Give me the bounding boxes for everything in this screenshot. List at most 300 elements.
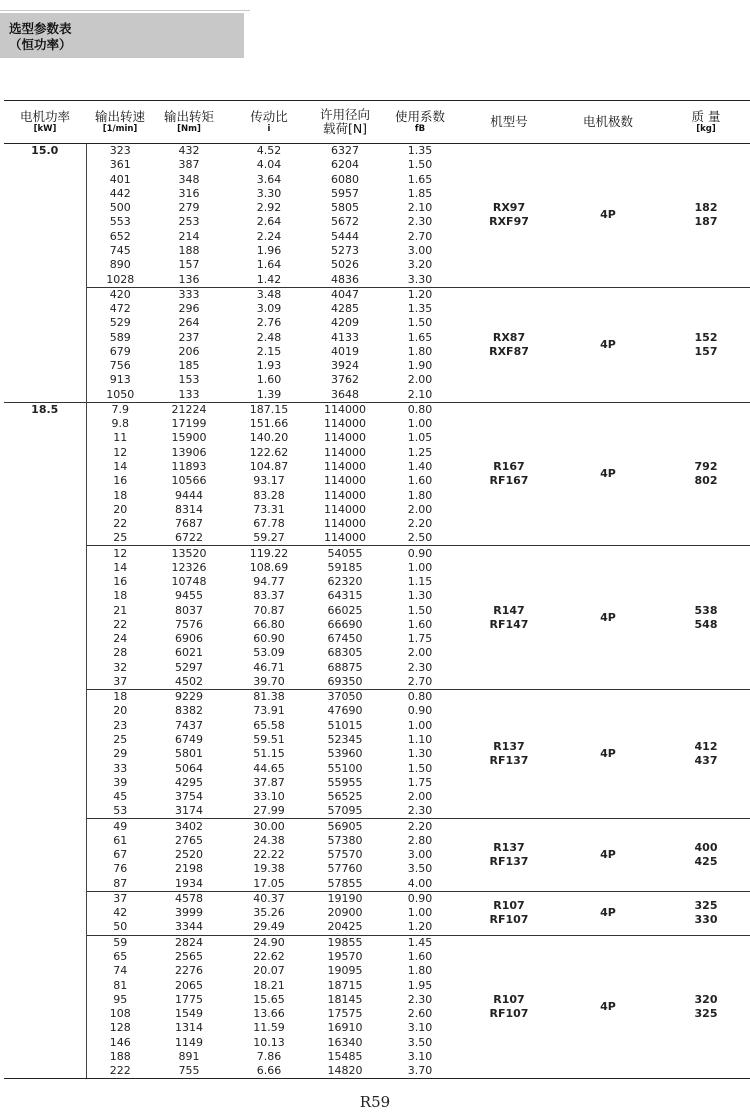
speed-cell: 33 [113, 761, 128, 775]
radial-load-cell: 14820 [314, 1064, 376, 1079]
ratio-cell: 1.64 [256, 258, 282, 272]
speed-cell: 11 [113, 431, 128, 445]
radial-load-cell: 4047 [314, 287, 376, 302]
ratio-cell: 35.26 [253, 906, 285, 920]
radial-load-cell: 4133 [331, 330, 359, 344]
speed-cell: 1028 [106, 272, 135, 286]
speed-cell: 12 [113, 445, 128, 459]
service-factor-cell: 2.00 [407, 790, 433, 804]
speed-cell: 108 [109, 1007, 131, 1021]
service-factor-cell: 1.80 [407, 964, 433, 978]
torque-cell: 3344 [175, 920, 203, 934]
model-number: RX87 [492, 330, 526, 344]
speed-cell: 401 [109, 172, 131, 186]
ratio-cell: 44.65 [253, 761, 285, 775]
service-factor-cell: 2.60 [407, 1007, 433, 1021]
service-factor-cell: 3.10 [407, 1049, 433, 1063]
ratio-cell: 67.78 [253, 517, 285, 531]
radial-load-cell: 57570 [327, 848, 363, 862]
table-body [4, 144, 750, 1079]
torque-cell: 185 [178, 359, 200, 373]
radial-load-cell: 4285 [331, 302, 359, 316]
speed-cell: 442 [109, 186, 131, 200]
speed-cell: 146 [109, 1035, 131, 1049]
torque-cell: 333 [154, 287, 224, 302]
speed-cell: 323 [86, 144, 154, 159]
radial-load-cell: 57095 [327, 804, 363, 818]
mass-value: 325 [694, 899, 718, 913]
torque-cell: 755 [154, 1064, 224, 1079]
mass-value: 157 [694, 344, 718, 358]
mass-value: 802 [694, 474, 718, 488]
service-factor-cell: 2.00 [407, 373, 433, 387]
model-number: R147 [493, 603, 525, 617]
col-header-power: 电机功率 [kW] [4, 101, 86, 144]
radial-load-cell: 56525 [327, 790, 363, 804]
ratio-cell: 73.91 [253, 704, 285, 718]
torque-cell: 6722 [175, 531, 203, 545]
speed-cell: 12 [86, 546, 154, 561]
torque-cell: 1549 [175, 1007, 203, 1021]
radial-load-cell: 114000 [324, 431, 366, 445]
mass-value: 325 [694, 1006, 718, 1020]
torque-cell: 4578 [154, 891, 224, 906]
speed-cell: 32 [113, 660, 128, 674]
ratio-cell: 60.90 [253, 632, 285, 646]
speed-cell: 128 [109, 1021, 131, 1035]
service-factor-cell: 1.75 [407, 775, 433, 789]
service-factor-cell: 1.30 [407, 589, 433, 603]
model-cell [464, 144, 554, 288]
radial-load-cell: 16910 [327, 1021, 363, 1035]
service-factor-cell: 1.25 [407, 445, 433, 459]
service-factor-cell: 2.10 [407, 201, 433, 215]
ratio-cell: 1.42 [256, 272, 282, 286]
ratio-cell: 2.76 [256, 316, 282, 330]
torque-cell: 214 [178, 229, 200, 243]
ratio-cell: 3.09 [256, 302, 282, 316]
torque-cell: 133 [178, 387, 200, 401]
ratio-cell: 11.59 [253, 1021, 285, 1035]
torque-cell: 8382 [175, 704, 203, 718]
ratio-cell: 2.24 [256, 229, 282, 243]
service-factor-cell: 1.00 [407, 417, 433, 431]
service-factor-cell: 1.00 [407, 560, 433, 574]
mass-cell [662, 287, 750, 402]
speed-cell: 222 [86, 1064, 154, 1079]
table-row [4, 690, 750, 705]
speed-cell: 95 [113, 992, 128, 1006]
service-factor-cell: 1.50 [407, 603, 433, 617]
model-number: R137 [493, 841, 525, 855]
service-factor-cell: 2.30 [407, 660, 433, 674]
torque-cell: 21224 [154, 402, 224, 417]
poles-cell: 4P [554, 546, 662, 690]
ratio-cell: 83.28 [253, 488, 285, 502]
ratio-cell: 108.69 [249, 560, 289, 574]
torque-cell: 9455 [175, 589, 203, 603]
torque-cell: 5801 [175, 747, 203, 761]
ratio-cell: 7.86 [256, 1049, 282, 1063]
speed-cell: 14 [113, 459, 128, 473]
radial-load-cell: 19570 [327, 950, 363, 963]
speed-cell: 22 [113, 517, 128, 531]
radial-load-cell: 3648 [331, 387, 359, 401]
ratio-cell: 24.90 [224, 935, 314, 950]
speed-cell: 16 [113, 474, 128, 488]
radial-load-cell: 5444 [331, 229, 359, 243]
ratio-cell: 22.62 [253, 950, 285, 963]
speed-cell: 553 [109, 215, 131, 229]
torque-cell: 6749 [175, 733, 203, 747]
radial-load-cell: 54055 [314, 546, 376, 561]
speed-cell: 29 [113, 747, 128, 761]
radial-load-cell: 5805 [331, 201, 359, 215]
mass-cell [662, 819, 750, 891]
ratio-cell: 1.39 [256, 387, 282, 401]
radial-load-cell: 5957 [331, 186, 359, 200]
torque-cell: 6906 [175, 632, 203, 646]
radial-load-cell: 57855 [327, 876, 363, 890]
service-factor-cell: 2.10 [407, 387, 433, 401]
mass-value: 548 [694, 617, 718, 631]
mass-cell [662, 546, 750, 690]
torque-cell: 13906 [171, 445, 207, 459]
model-number: R107 [493, 992, 525, 1006]
service-factor-cell: 2.70 [407, 674, 433, 688]
mass-value: 437 [694, 754, 718, 768]
service-factor-cell: 1.85 [407, 186, 433, 200]
col-header-torque: 输出转矩 [Nm] [154, 101, 224, 144]
mass-cell [662, 144, 750, 288]
radial-load-cell: 16340 [327, 1035, 363, 1049]
torque-cell: 9444 [175, 488, 203, 502]
speed-cell: 39 [113, 775, 128, 789]
ratio-cell: 3.48 [224, 287, 314, 302]
ratio-cell: 29.49 [253, 920, 285, 934]
torque-cell: 7437 [175, 718, 203, 732]
col-header-speed: 输出转速 [1/min] [86, 101, 154, 144]
speed-cell: 28 [113, 646, 128, 660]
ratio-cell: 83.37 [253, 589, 285, 603]
torque-cell: 316 [178, 186, 200, 200]
mass-cell [662, 690, 750, 819]
service-factor-cell: 3.70 [376, 1064, 464, 1079]
mass-value: 400 [694, 841, 718, 855]
model-number: RF137 [489, 855, 529, 869]
table-row [4, 287, 750, 302]
ratio-cell: 104.87 [249, 459, 289, 473]
service-factor-cell: 3.50 [407, 862, 433, 876]
speed-cell: 529 [109, 316, 131, 330]
torque-cell: 6021 [175, 646, 203, 660]
speed-cell: 25 [113, 733, 128, 747]
poles-cell: 4P [554, 690, 662, 819]
service-factor-cell: 2.30 [407, 992, 433, 1006]
radial-load-cell: 67450 [327, 632, 363, 646]
model-cell [464, 546, 554, 690]
torque-cell: 10748 [171, 575, 207, 589]
torque-cell: 2198 [175, 862, 203, 876]
speed-cell: 53 [113, 804, 128, 818]
model-number: R167 [493, 460, 525, 474]
model-number: RF137 [489, 754, 529, 768]
model-number: RF147 [489, 617, 529, 631]
service-factor-cell: 0.90 [376, 891, 464, 906]
radial-load-cell: 47690 [327, 704, 363, 718]
torque-cell: 1149 [175, 1035, 203, 1049]
ratio-cell: 53.09 [253, 646, 285, 660]
torque-cell: 1314 [175, 1021, 203, 1035]
torque-cell: 237 [178, 330, 200, 344]
torque-cell: 11893 [171, 459, 207, 473]
torque-cell: 8037 [175, 603, 203, 617]
service-factor-cell: 1.60 [407, 950, 433, 963]
ratio-cell: 2.15 [256, 344, 282, 358]
torque-cell: 296 [178, 302, 200, 316]
ratio-cell: 140.20 [249, 431, 289, 445]
radial-load-cell: 53960 [327, 747, 363, 761]
ratio-cell: 40.37 [224, 891, 314, 906]
radial-load-cell: 37050 [314, 690, 376, 705]
speed-cell: 913 [109, 373, 131, 387]
speed-cell: 18 [113, 488, 128, 502]
speed-cell: 745 [109, 243, 131, 257]
ratio-cell: 4.52 [224, 144, 314, 159]
service-factor-cell: 2.30 [407, 804, 433, 818]
radial-load-cell: 114000 [324, 445, 366, 459]
service-factor-cell: 0.80 [376, 690, 464, 705]
speed-cell: 652 [109, 229, 131, 243]
speed-cell: 16 [113, 575, 128, 589]
service-factor-cell: 2.80 [407, 833, 433, 847]
mass-value: 425 [694, 855, 718, 869]
table-row [4, 546, 750, 561]
service-factor-cell: 0.80 [376, 402, 464, 417]
ratio-cell: 2.64 [256, 215, 282, 229]
torque-cell: 891 [178, 1049, 200, 1063]
poles-cell: 4P [554, 144, 662, 288]
service-factor-cell: 3.00 [407, 243, 433, 257]
torque-cell: 264 [178, 316, 200, 330]
torque-cell: 387 [178, 158, 200, 172]
mass-value: 330 [694, 913, 718, 927]
model-number: RF107 [489, 1006, 529, 1020]
poles-cell: 4P [554, 935, 662, 1079]
poles-cell: 4P [554, 287, 662, 402]
torque-cell: 3402 [154, 819, 224, 834]
table-row [4, 819, 750, 834]
ratio-cell: 24.38 [253, 833, 285, 847]
radial-load-cell: 4836 [331, 272, 359, 286]
speed-cell: 890 [109, 258, 131, 272]
poles-cell: 4P [554, 402, 662, 546]
mass-value: 412 [694, 740, 718, 754]
power-cell: 15.0 [4, 144, 86, 403]
radial-load-cell: 19190 [314, 891, 376, 906]
service-factor-cell: 1.90 [407, 359, 433, 373]
model-cell [464, 819, 554, 891]
service-factor-cell: 1.95 [407, 978, 433, 992]
speed-cell: 42 [113, 906, 128, 920]
ratio-cell: 3.64 [256, 172, 282, 186]
ratio-cell: 22.22 [253, 848, 285, 862]
mass-value: 187 [694, 215, 718, 229]
service-factor-cell: 3.00 [407, 848, 433, 862]
radial-load-cell: 66690 [327, 617, 363, 631]
radial-load-cell: 5273 [331, 243, 359, 257]
radial-load-cell: 114000 [314, 402, 376, 417]
radial-load-cell: 19095 [327, 964, 363, 978]
model-number: RX97 [492, 201, 526, 215]
speed-cell: 18 [113, 589, 128, 603]
ratio-cell: 46.71 [253, 660, 285, 674]
service-factor-cell: 1.65 [407, 172, 433, 186]
radial-load-cell: 6204 [331, 158, 359, 172]
service-factor-cell: 3.20 [407, 258, 433, 272]
ratio-cell: 151.66 [249, 417, 289, 431]
model-cell [464, 287, 554, 402]
torque-cell: 253 [178, 215, 200, 229]
torque-cell: 4295 [175, 775, 203, 789]
service-factor-cell: 1.05 [407, 431, 433, 445]
ratio-cell: 66.80 [253, 617, 285, 631]
page-number: R59 [359, 1093, 391, 1111]
torque-cell: 157 [178, 258, 200, 272]
service-factor-cell: 1.80 [407, 488, 433, 502]
service-factor-cell: 2.70 [407, 229, 433, 243]
header-subtitle: （恒功率） [9, 37, 72, 52]
radial-load-cell: 55955 [327, 775, 363, 789]
speed-cell: 9.8 [111, 417, 129, 431]
speed-cell: 87 [113, 876, 128, 890]
col-header-service-factor: 使用系数 fB [376, 101, 464, 144]
service-factor-cell: 2.30 [407, 215, 433, 229]
model-number: R137 [493, 740, 525, 754]
service-factor-cell: 1.50 [407, 316, 433, 330]
radial-load-cell: 66025 [327, 603, 363, 617]
radial-load-cell: 114000 [324, 459, 366, 473]
speed-cell: 500 [109, 201, 131, 215]
ratio-cell: 10.13 [253, 1035, 285, 1049]
service-factor-cell: 1.50 [407, 158, 433, 172]
service-factor-cell: 4.00 [407, 876, 433, 890]
radial-load-cell: 15485 [327, 1049, 363, 1063]
speed-cell: 65 [113, 950, 128, 963]
torque-cell: 206 [178, 344, 200, 358]
model-cell [464, 935, 554, 1079]
service-factor-cell: 2.20 [376, 819, 464, 834]
radial-load-cell: 52345 [327, 733, 363, 747]
service-factor-cell: 3.10 [407, 1021, 433, 1035]
radial-load-cell: 20900 [327, 906, 363, 920]
radial-load-cell: 6327 [314, 144, 376, 159]
ratio-cell: 33.10 [253, 790, 285, 804]
torque-cell: 2824 [154, 935, 224, 950]
service-factor-cell: 0.90 [407, 704, 433, 718]
radial-load-cell: 51015 [327, 718, 363, 732]
model-number: RF107 [489, 913, 529, 927]
mass-value: 182 [694, 201, 718, 215]
speed-cell: 23 [113, 718, 128, 732]
ratio-cell: 81.38 [224, 690, 314, 705]
radial-load-cell: 114000 [324, 502, 366, 516]
torque-cell: 12326 [171, 560, 207, 574]
radial-load-cell: 20425 [327, 920, 363, 934]
speed-cell: 74 [113, 964, 128, 978]
ratio-cell: 18.21 [253, 978, 285, 992]
radial-load-cell: 114000 [324, 517, 366, 531]
speed-cell: 18 [86, 690, 154, 705]
service-factor-cell: 1.40 [407, 459, 433, 473]
ratio-cell: 27.99 [253, 804, 285, 818]
ratio-cell: 19.38 [253, 862, 285, 876]
mass-value: 152 [694, 330, 718, 344]
model-number: RF167 [489, 474, 529, 488]
speed-cell: 22 [113, 617, 128, 631]
torque-cell: 3754 [175, 790, 203, 804]
table-header-row [4, 101, 750, 144]
service-factor-cell: 2.00 [407, 502, 433, 516]
poles-cell: 4P [554, 891, 662, 935]
speed-cell: 1050 [106, 387, 135, 401]
speed-cell: 756 [109, 359, 131, 373]
speed-cell: 59 [86, 935, 154, 950]
torque-cell: 2565 [175, 950, 203, 963]
service-factor-cell: 2.20 [407, 517, 433, 531]
mass-cell [662, 402, 750, 546]
speed-cell: 7.9 [86, 402, 154, 417]
ratio-cell: 1.60 [256, 373, 282, 387]
mass-cell [662, 935, 750, 1079]
radial-load-cell: 114000 [324, 417, 366, 431]
speed-cell: 37 [86, 891, 154, 906]
torque-cell: 279 [178, 201, 200, 215]
radial-load-cell: 5672 [331, 215, 359, 229]
speed-cell: 679 [109, 344, 131, 358]
model-number: R107 [493, 899, 525, 913]
ratio-cell: 17.05 [253, 876, 285, 890]
torque-cell: 9229 [154, 690, 224, 705]
torque-cell: 188 [178, 243, 200, 257]
speed-cell: 420 [86, 287, 154, 302]
ratio-cell: 59.51 [253, 733, 285, 747]
ratio-cell: 15.65 [253, 992, 285, 1006]
service-factor-cell: 2.50 [407, 531, 433, 545]
torque-cell: 4502 [175, 674, 203, 688]
torque-cell: 3999 [175, 906, 203, 920]
service-factor-cell: 1.65 [407, 330, 433, 344]
torque-cell: 2276 [175, 964, 203, 978]
speed-cell: 67 [113, 848, 128, 862]
radial-load-cell: 19855 [314, 935, 376, 950]
ratio-cell: 93.17 [253, 474, 285, 488]
service-factor-cell: 1.75 [407, 632, 433, 646]
ratio-cell: 1.93 [256, 359, 282, 373]
col-header-ratio: 传动比 i [224, 101, 314, 144]
radial-load-cell: 114000 [324, 488, 366, 502]
radial-load-cell: 69350 [327, 674, 363, 688]
ratio-cell: 3.30 [256, 186, 282, 200]
torque-cell: 5297 [175, 660, 203, 674]
col-header-poles: 电机极数 [554, 101, 662, 144]
torque-cell: 136 [178, 272, 200, 286]
ratio-cell: 39.70 [253, 674, 285, 688]
ratio-cell: 70.87 [253, 603, 285, 617]
torque-cell: 13520 [154, 546, 224, 561]
speed-cell: 472 [109, 302, 131, 316]
service-factor-cell: 1.20 [376, 287, 464, 302]
